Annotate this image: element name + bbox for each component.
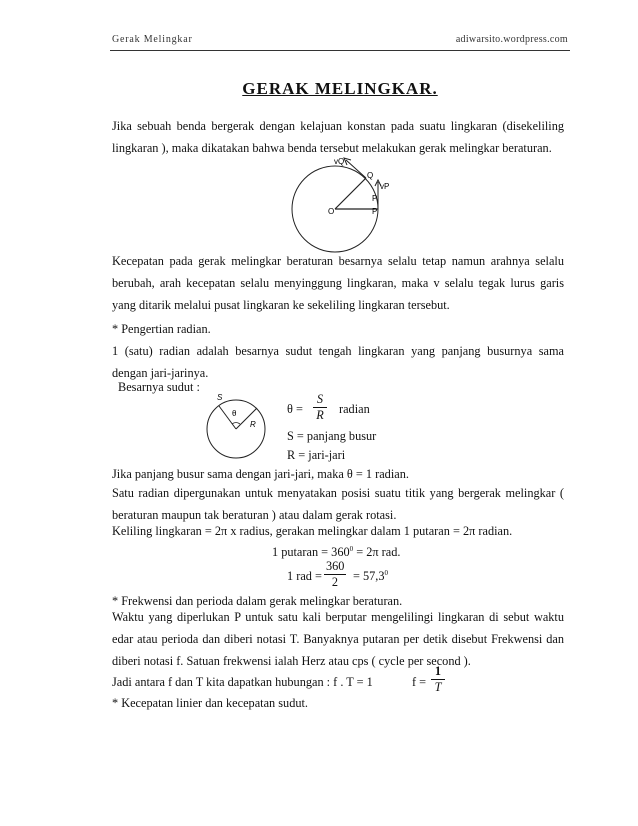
- eq2-rhs-text: = 57,3: [353, 569, 385, 583]
- theta-numerator: S: [313, 392, 327, 408]
- label-r: R: [250, 420, 256, 429]
- radian-definition: 1 (satu) radian adalah besarnya sudut tengah lingkaran yang panjang busurnya sama dengan jari-jarinya.: [112, 344, 564, 380]
- eq2-sup: 0: [384, 569, 389, 577]
- radian-heading: * Pengertian radian.: [112, 322, 211, 336]
- eq2-fraction: [324, 559, 346, 590]
- label-p: P: [372, 207, 378, 216]
- radian-figure: [205, 390, 275, 462]
- linear-heading: * Kecepatan linier dan kecepatan sudut.: [112, 696, 308, 710]
- f-denominator: T: [434, 680, 442, 694]
- f-lhs: f =: [412, 675, 427, 689]
- label-o: O: [328, 207, 335, 216]
- eq2-lhs: 1 rad =: [287, 569, 322, 583]
- label-s: S: [217, 393, 223, 402]
- label-q: Q: [367, 171, 374, 180]
- eq2-rhs: [353, 569, 388, 584]
- f-fraction: [431, 664, 445, 695]
- angle-label: Besarnya sudut :: [118, 380, 200, 394]
- s-definition: S = panjang busur: [287, 429, 377, 443]
- theta-unit: radian: [339, 402, 370, 416]
- f-numerator: 1: [431, 664, 445, 680]
- equation-putaran: [272, 545, 400, 560]
- frequency-heading: * Frekwensi dan perioda dalam gerak melingkar beraturan.: [112, 594, 403, 608]
- eq1-a: 1 putaran = 360: [272, 545, 350, 559]
- header-right: adiwarsito.wordpress.com: [455, 34, 568, 45]
- radian-paragraph2: Satu radian dipergunakan untuk menyatakan posisi suatu titik yang bergerak melingkar ( beraturan maupun tak beraturan ) atau dalam gerak rotasi.: [112, 486, 564, 522]
- theta-lhs: θ =: [287, 402, 303, 416]
- label-theta: θ: [232, 409, 237, 418]
- radian-line3: Keliling lingkaran = 2π x radius, gerakan melingkar dalam 1 putaran = 2π radian.: [112, 524, 513, 538]
- header-left: Gerak Melingkar: [112, 34, 193, 45]
- header-rule: [110, 50, 570, 51]
- page-title: GERAK MELINGKAR.: [242, 79, 438, 98]
- frequency-relation: Jadi antara f dan T kita dapatkan hubungan : f . T = 1: [112, 675, 373, 689]
- eq1-b: = 2π rad.: [353, 545, 401, 559]
- label-vp: vP: [380, 182, 390, 191]
- velocity-paragraph: Kecepatan pada gerak melingkar beraturan besarnya selalu tetap namun arahnya selalu berubah, arah kecepatan selalu menyinggung lingkaran, maka v selalu tegak lurus garis yang ditarik melalui pusat lingkaran ke sekeliling lingkaran tersebut.: [112, 254, 564, 312]
- eq1-sup: 0: [349, 545, 354, 553]
- intro-paragraph: Jika sebuah benda bergerak dengan kelajuan konstan pada suatu lingkaran (disekeliling lingkaran ), maka dikatakan bahwa benda tersebut melakukan gerak melingkar beraturan.: [112, 119, 564, 155]
- frequency-paragraph: Waktu yang diperlukan P untuk satu kali berputar mengelilingi lingkaran di sebut waktu edar atau perioda dan diberi notasi T. Banyaknya putaran per detik disebut Frekwensi dan diberi notasi f. Satuan frekwensi ialah Herz atau cps ( cycle per second ).: [112, 610, 564, 668]
- r-definition: R = jari-jari: [287, 448, 346, 462]
- radian-line1: Jika panjang busur sama dengan jari-jari, maka θ = 1 radian.: [112, 467, 409, 481]
- eq2-numerator: 360: [326, 559, 345, 573]
- circular-motion-figure: [290, 152, 400, 257]
- theta-fraction: [313, 392, 327, 423]
- eq2-denominator: 2: [331, 575, 339, 589]
- label-vq: vQ: [334, 157, 345, 166]
- theta-denominator: R: [316, 408, 324, 422]
- label-p-top: P: [372, 194, 378, 203]
